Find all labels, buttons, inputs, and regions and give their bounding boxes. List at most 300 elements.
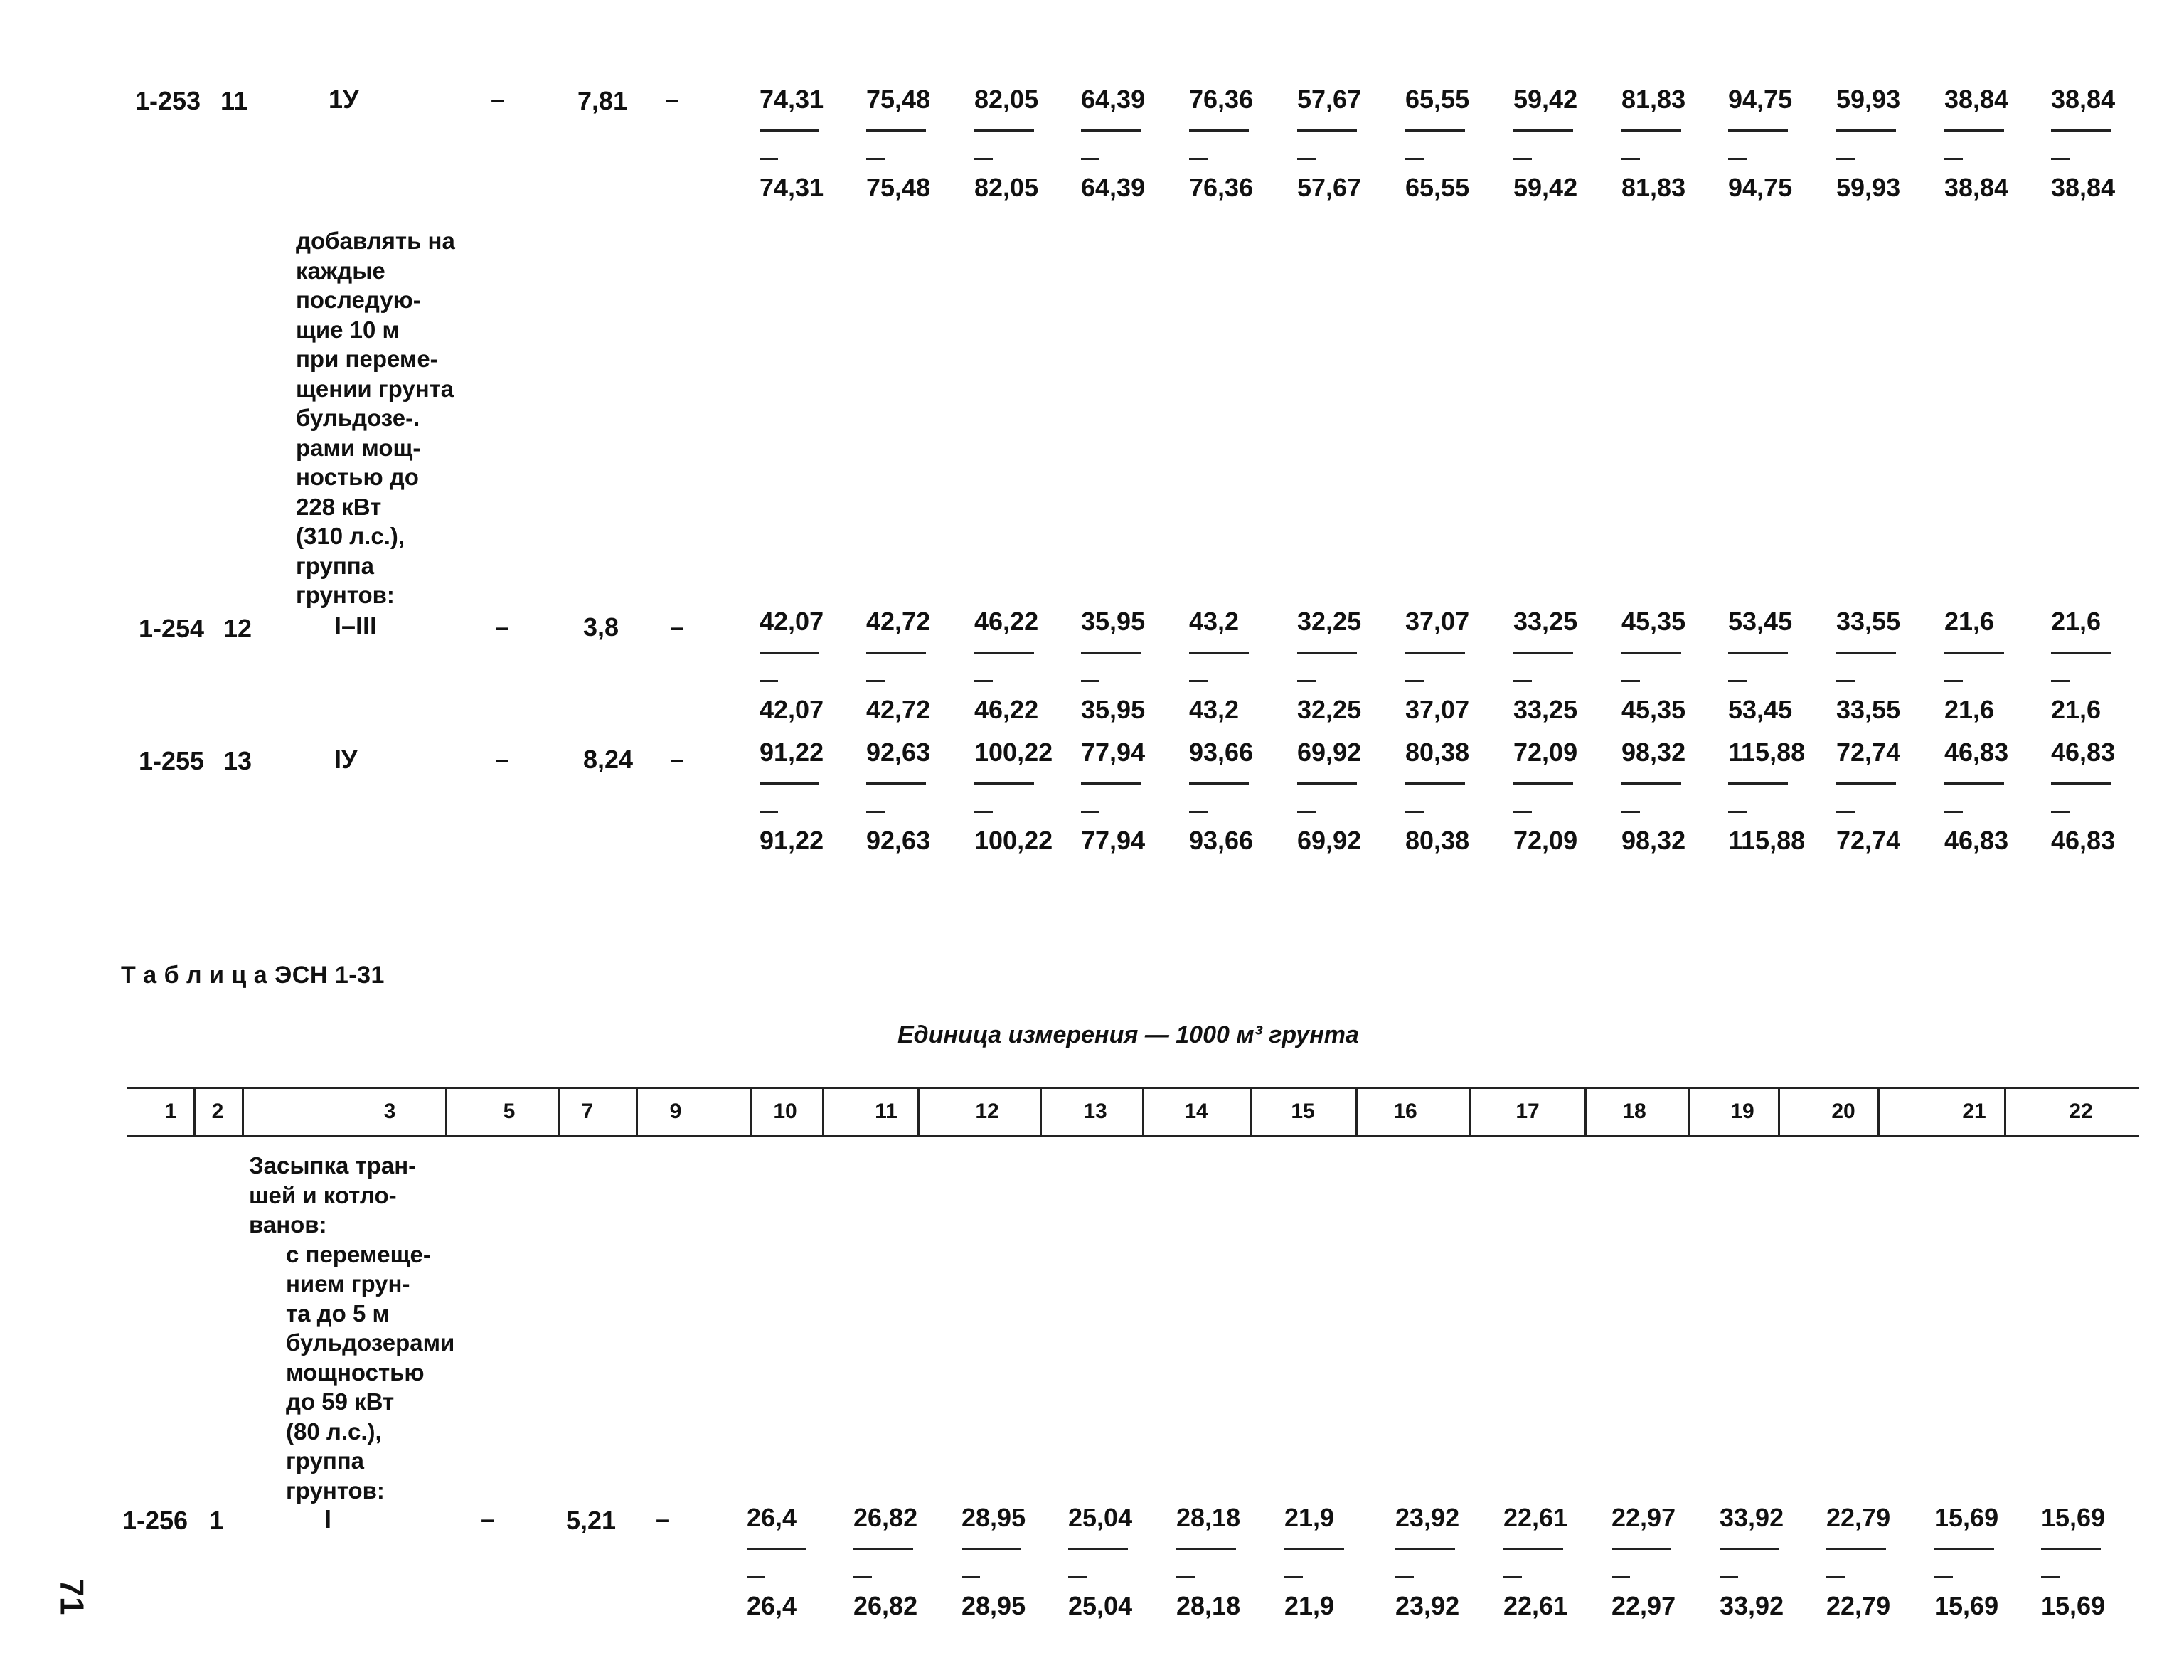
- value-numerator: 33,92: [1720, 1503, 1784, 1532]
- header-cell: 16: [1393, 1100, 1417, 1123]
- value-numerator: 15,69: [1934, 1503, 1999, 1532]
- value-denominator: 42,72: [866, 695, 931, 724]
- value-numerator: 15,69: [2041, 1503, 2106, 1532]
- fraction-bar-tail: [866, 158, 885, 160]
- fraction-bar: [1081, 129, 1141, 132]
- table-caption: Т а б л и ц а ЭСН 1-31: [121, 962, 385, 989]
- fraction-bar: [1081, 652, 1141, 654]
- value-numerator: 28,18: [1176, 1503, 1241, 1532]
- fraction-bar: [974, 652, 1034, 654]
- fraction-bar-tail: [1836, 811, 1855, 813]
- fraction-bar: [1189, 782, 1249, 785]
- value-numerator: 22,61: [1503, 1503, 1568, 1532]
- fraction-bar: [1503, 1548, 1563, 1550]
- fraction-bar: [760, 129, 819, 132]
- description-line: ностью до: [296, 464, 419, 490]
- value-numerator: 53,45: [1728, 607, 1793, 636]
- page-number: 71: [53, 1578, 91, 1615]
- description-line: грунтов:: [286, 1477, 385, 1504]
- value-denominator: 91,22: [760, 826, 824, 855]
- description-line: Засыпка тран-: [249, 1152, 417, 1179]
- value-denominator: 98,32: [1621, 826, 1686, 855]
- fraction-bar-tail: [974, 680, 993, 682]
- col-7-value: 8,24: [583, 745, 634, 774]
- header-cell: 9: [669, 1100, 682, 1123]
- fraction-bar-tail: [1405, 680, 1424, 682]
- value-denominator: 46,22: [974, 695, 1039, 724]
- value-numerator: 46,22: [974, 607, 1039, 636]
- fraction-bar-tail: [1284, 1576, 1303, 1578]
- fraction-bar-tail: [1503, 1576, 1522, 1578]
- value-numerator: 115,88: [1728, 738, 1806, 767]
- soil-group: I: [324, 1504, 332, 1533]
- header-divider: [1688, 1088, 1690, 1137]
- unit-of-measure: Единица измерения — 1000 м³ грунта: [897, 1021, 1359, 1048]
- value-denominator: 77,94: [1081, 826, 1146, 855]
- fraction-bar: [866, 652, 926, 654]
- value-numerator: 93,66: [1189, 738, 1254, 767]
- fraction-bar: [1284, 1548, 1344, 1550]
- header-divider: [1250, 1088, 1252, 1137]
- description-line: мощностью: [286, 1359, 425, 1386]
- fraction-bar-tail: [1944, 680, 1963, 682]
- fraction-bar-tail: [1944, 811, 1963, 813]
- row-number: 1: [209, 1506, 224, 1535]
- fraction-bar-tail: [1297, 811, 1316, 813]
- soil-group: IУ: [334, 745, 358, 774]
- value-denominator: 74,31: [760, 173, 824, 202]
- header-cell: 10: [773, 1100, 797, 1123]
- value-denominator: 43,2: [1189, 695, 1240, 724]
- fraction-bar: [1405, 129, 1465, 132]
- fraction-bar-tail: [1081, 158, 1099, 160]
- fraction-bar-tail: [1826, 1576, 1845, 1578]
- fraction-bar-tail: [1405, 158, 1424, 160]
- fraction-bar-tail: [1720, 1576, 1738, 1578]
- fraction-bar-tail: [2051, 680, 2070, 682]
- header-divider: [445, 1088, 447, 1137]
- fraction-bar-tail: [1728, 680, 1747, 682]
- value-denominator: 35,95: [1081, 695, 1146, 724]
- fraction-bar: [1836, 652, 1896, 654]
- fraction-bar-tail: [1405, 811, 1424, 813]
- fraction-bar-tail: [962, 1576, 980, 1578]
- header-divider: [750, 1088, 752, 1137]
- fraction-bar: [1513, 782, 1573, 785]
- value-denominator: 42,07: [760, 695, 824, 724]
- header-top-rule: [127, 1087, 2139, 1089]
- header-cell: 2: [211, 1100, 224, 1123]
- row-number: 11: [220, 86, 248, 115]
- header-cell: 18: [1622, 1100, 1646, 1123]
- fraction-bar-tail: [853, 1576, 872, 1578]
- value-numerator: 26,82: [853, 1503, 918, 1532]
- fraction-bar-tail: [1621, 158, 1640, 160]
- header-divider: [636, 1088, 638, 1137]
- fraction-bar: [1297, 129, 1357, 132]
- value-denominator: 75,48: [866, 173, 931, 202]
- fraction-bar: [1513, 652, 1573, 654]
- description-line: та до 5 м: [286, 1299, 390, 1327]
- work-description: [249, 1151, 454, 1505]
- value-denominator: 38,84: [1944, 173, 2009, 202]
- value-numerator: 72,09: [1513, 738, 1578, 767]
- header-cell: 21: [1962, 1100, 1986, 1123]
- header-cell: 14: [1184, 1100, 1208, 1123]
- value-numerator: 65,55: [1405, 85, 1470, 114]
- fraction-bar: [1720, 1548, 1779, 1550]
- header-divider: [1469, 1088, 1471, 1137]
- value-denominator: 32,25: [1297, 695, 1362, 724]
- value-numerator: 45,35: [1621, 607, 1686, 636]
- description-line: бульдозерами: [286, 1329, 455, 1356]
- value-denominator: 37,07: [1405, 695, 1470, 724]
- value-numerator: 76,36: [1189, 85, 1254, 114]
- value-numerator: 80,38: [1405, 738, 1470, 767]
- fraction-bar-tail: [866, 811, 885, 813]
- fraction-bar-tail: [1189, 811, 1208, 813]
- value-denominator: 26,4: [747, 1591, 797, 1620]
- fraction-bar: [1826, 1548, 1886, 1550]
- fraction-bar: [1944, 782, 2004, 785]
- value-denominator: 15,69: [2041, 1591, 2106, 1620]
- value-denominator: 64,39: [1081, 173, 1146, 202]
- value-numerator: 35,95: [1081, 607, 1146, 636]
- value-denominator: 33,25: [1513, 695, 1578, 724]
- value-numerator: 91,22: [760, 738, 824, 767]
- fraction-bar: [1068, 1548, 1128, 1550]
- value-denominator: 22,97: [1612, 1591, 1676, 1620]
- header-divider: [242, 1088, 244, 1137]
- fraction-bar-tail: [2041, 1576, 2060, 1578]
- header-divider: [193, 1088, 196, 1137]
- description-line: ванов:: [249, 1211, 327, 1238]
- description-line: 228 кВт: [296, 493, 382, 520]
- fraction-bar: [1944, 652, 2004, 654]
- col-7-value: 7,81: [577, 86, 628, 115]
- soil-group: 1У: [329, 85, 359, 114]
- fraction-bar-tail: [1068, 1576, 1087, 1578]
- fraction-bar-tail: [1621, 680, 1640, 682]
- value-numerator: 59,93: [1836, 85, 1901, 114]
- value-numerator: 21,6: [1944, 607, 1995, 636]
- value-denominator: 59,42: [1513, 173, 1578, 202]
- value-denominator: 72,09: [1513, 826, 1578, 855]
- fraction-bar: [1621, 782, 1681, 785]
- fraction-bar-tail: [1081, 680, 1099, 682]
- header-cell: 19: [1730, 1100, 1754, 1123]
- value-denominator: 33,55: [1836, 695, 1901, 724]
- value-numerator: 32,25: [1297, 607, 1362, 636]
- fraction-bar: [866, 782, 926, 785]
- header-cell: 3: [383, 1100, 396, 1123]
- fraction-bar-tail: [1621, 811, 1640, 813]
- header-cell: 5: [503, 1100, 516, 1123]
- value-numerator: 23,92: [1395, 1503, 1460, 1532]
- value-denominator: 69,92: [1297, 826, 1362, 855]
- header-cell: 7: [581, 1100, 594, 1123]
- row-code: 1-255: [139, 746, 205, 775]
- fraction-bar: [1621, 129, 1681, 132]
- value-denominator: 21,6: [1944, 695, 1995, 724]
- fraction-bar-tail: [1395, 1576, 1414, 1578]
- fraction-bar: [1081, 782, 1141, 785]
- value-numerator: 81,83: [1621, 85, 1686, 114]
- value-numerator: 37,07: [1405, 607, 1470, 636]
- description-line: группа: [296, 552, 375, 579]
- value-numerator: 22,97: [1612, 1503, 1676, 1532]
- value-denominator: 15,69: [1934, 1591, 1999, 1620]
- header-cell: 1: [164, 1100, 177, 1123]
- header-divider: [1778, 1088, 1780, 1137]
- description-line: последую-: [296, 287, 421, 313]
- fraction-bar-tail: [866, 680, 885, 682]
- fraction-bar-tail: [760, 680, 778, 682]
- fraction-bar: [1836, 782, 1896, 785]
- value-denominator: 38,84: [2051, 173, 2116, 202]
- fraction-bar-tail: [1513, 680, 1532, 682]
- header-divider: [917, 1088, 920, 1137]
- row-code: 1-254: [139, 614, 205, 643]
- fraction-bar: [760, 782, 819, 785]
- description-line: рами мощ-: [296, 434, 421, 461]
- fraction-bar-tail: [1728, 811, 1747, 813]
- row-code: 1-256: [122, 1506, 188, 1535]
- value-denominator: 93,66: [1189, 826, 1254, 855]
- value-denominator: 81,83: [1621, 173, 1686, 202]
- description-line: группа: [286, 1447, 365, 1474]
- fraction-bar: [2041, 1548, 2101, 1550]
- fraction-bar: [1728, 129, 1788, 132]
- value-numerator: 22,79: [1826, 1503, 1891, 1532]
- value-numerator: 38,84: [2051, 85, 2116, 114]
- fraction-bar-tail: [1513, 811, 1532, 813]
- col-5-value: –: [491, 85, 506, 114]
- fraction-bar-tail: [1944, 158, 1963, 160]
- value-numerator: 42,72: [866, 607, 931, 636]
- fraction-bar-tail: [974, 811, 993, 813]
- header-divider: [1142, 1088, 1144, 1137]
- fraction-bar: [1297, 652, 1357, 654]
- description-line: при переме-: [296, 346, 438, 372]
- value-denominator: 72,74: [1836, 826, 1901, 855]
- fraction-bar-tail: [1081, 811, 1099, 813]
- header-divider: [1584, 1088, 1587, 1137]
- fraction-bar-tail: [1612, 1576, 1630, 1578]
- fraction-bar-tail: [1836, 158, 1855, 160]
- fraction-bar: [1176, 1548, 1236, 1550]
- value-numerator: 72,74: [1836, 738, 1901, 767]
- header-divider: [822, 1088, 824, 1137]
- value-denominator: 46,83: [2051, 826, 2116, 855]
- value-numerator: 46,83: [2051, 738, 2116, 767]
- col-9-value: –: [670, 745, 685, 774]
- col-7-value: 3,8: [583, 612, 619, 642]
- value-numerator: 21,6: [2051, 607, 2102, 636]
- value-numerator: 92,63: [866, 738, 931, 767]
- value-numerator: 100,22: [974, 738, 1053, 767]
- header-bottom-rule: [127, 1135, 2139, 1137]
- value-numerator: 38,84: [1944, 85, 2009, 114]
- fraction-bar: [1189, 129, 1249, 132]
- description-line: шей и котло-: [249, 1181, 397, 1208]
- description-line: щении грунта: [296, 375, 454, 402]
- fraction-bar-tail: [974, 158, 993, 160]
- fraction-bar: [1621, 652, 1681, 654]
- value-denominator: 53,45: [1728, 695, 1793, 724]
- value-numerator: 28,95: [962, 1503, 1026, 1532]
- fraction-bar-tail: [1728, 158, 1747, 160]
- work-description: [296, 226, 455, 610]
- value-denominator: 22,79: [1826, 1591, 1891, 1620]
- value-numerator: 98,32: [1621, 738, 1686, 767]
- fraction-bar: [1405, 652, 1465, 654]
- value-denominator: 94,75: [1728, 173, 1793, 202]
- header-divider: [558, 1088, 560, 1137]
- value-denominator: 21,6: [2051, 695, 2102, 724]
- value-numerator: 25,04: [1068, 1503, 1133, 1532]
- header-divider: [1877, 1088, 1880, 1137]
- value-denominator: 100,22: [974, 826, 1053, 855]
- col-7-value: 5,21: [566, 1506, 617, 1535]
- header-cell: 15: [1291, 1100, 1315, 1123]
- value-denominator: 21,9: [1284, 1591, 1335, 1620]
- value-numerator: 59,42: [1513, 85, 1578, 114]
- fraction-bar-tail: [1836, 680, 1855, 682]
- header-cell: 13: [1083, 1100, 1107, 1123]
- value-denominator: 115,88: [1728, 826, 1806, 855]
- fraction-bar: [1297, 782, 1357, 785]
- description-line: с перемеще-: [286, 1240, 431, 1267]
- value-numerator: 69,92: [1297, 738, 1362, 767]
- value-denominator: 80,38: [1405, 826, 1470, 855]
- fraction-bar: [1189, 652, 1249, 654]
- header-cell: 17: [1516, 1100, 1540, 1123]
- fraction-bar-tail: [760, 811, 778, 813]
- fraction-bar: [1944, 129, 2004, 132]
- fraction-bar: [2051, 129, 2111, 132]
- description-line: добавлять на: [296, 228, 455, 254]
- col-5-value: –: [481, 1504, 496, 1533]
- value-denominator: 82,05: [974, 173, 1039, 202]
- value-denominator: 59,93: [1836, 173, 1901, 202]
- fraction-bar: [2051, 782, 2111, 785]
- fraction-bar-tail: [2051, 158, 2070, 160]
- value-numerator: 77,94: [1081, 738, 1146, 767]
- description-line: нием грун-: [286, 1270, 410, 1297]
- col-9-value: –: [656, 1504, 671, 1533]
- value-numerator: 33,55: [1836, 607, 1901, 636]
- description-line: бульдозе-.: [296, 405, 420, 431]
- description-line: до 59 кВт: [286, 1388, 395, 1415]
- fraction-bar-tail: [1189, 158, 1208, 160]
- fraction-bar-tail: [1176, 1576, 1195, 1578]
- row-number: 13: [223, 746, 252, 775]
- value-denominator: 45,35: [1621, 695, 1686, 724]
- value-denominator: 76,36: [1189, 173, 1254, 202]
- value-numerator: 82,05: [974, 85, 1039, 114]
- value-denominator: 25,04: [1068, 1591, 1133, 1620]
- col-9-value: –: [670, 612, 685, 642]
- value-numerator: 26,4: [747, 1503, 797, 1532]
- row-code: 1-253: [135, 86, 201, 115]
- fraction-bar-tail: [747, 1576, 765, 1578]
- soil-group: I–III: [334, 611, 378, 640]
- fraction-bar: [974, 782, 1034, 785]
- description-line: щие 10 м: [296, 316, 400, 343]
- value-numerator: 74,31: [760, 85, 824, 114]
- header-divider: [1040, 1088, 1042, 1137]
- value-denominator: 28,95: [962, 1591, 1026, 1620]
- value-denominator: 23,92: [1395, 1591, 1460, 1620]
- col-5-value: –: [495, 612, 510, 642]
- value-denominator: 65,55: [1405, 173, 1470, 202]
- fraction-bar-tail: [2051, 811, 2070, 813]
- row-number: 12: [223, 614, 252, 643]
- fraction-bar: [1513, 129, 1573, 132]
- fraction-bar: [760, 652, 819, 654]
- fraction-bar-tail: [1297, 158, 1316, 160]
- description-line: (80 л.с.),: [286, 1418, 382, 1445]
- header-cell: 11: [875, 1100, 897, 1123]
- col-9-value: –: [665, 85, 680, 114]
- header-cell: 12: [975, 1100, 999, 1123]
- fraction-bar-tail: [1189, 680, 1208, 682]
- fraction-bar: [1836, 129, 1896, 132]
- fraction-bar: [747, 1548, 806, 1550]
- value-numerator: 33,25: [1513, 607, 1578, 636]
- value-denominator: 57,67: [1297, 173, 1362, 202]
- fraction-bar: [1728, 652, 1788, 654]
- col-5-value: –: [495, 745, 510, 774]
- fraction-bar-tail: [1297, 680, 1316, 682]
- fraction-bar: [1405, 782, 1465, 785]
- fraction-bar-tail: [1934, 1576, 1953, 1578]
- fraction-bar: [962, 1548, 1021, 1550]
- value-numerator: 46,83: [1944, 738, 2009, 767]
- header-cell: 22: [2069, 1100, 2093, 1123]
- fraction-bar: [1612, 1548, 1671, 1550]
- value-numerator: 94,75: [1728, 85, 1793, 114]
- fraction-bar: [1395, 1548, 1455, 1550]
- value-denominator: 46,83: [1944, 826, 2009, 855]
- value-denominator: 33,92: [1720, 1591, 1784, 1620]
- header-cell: 20: [1831, 1100, 1855, 1123]
- value-denominator: 28,18: [1176, 1591, 1241, 1620]
- fraction-bar-tail: [1513, 158, 1532, 160]
- value-denominator: 92,63: [866, 826, 931, 855]
- description-line: (310 л.с.),: [296, 523, 405, 549]
- fraction-bar: [853, 1548, 913, 1550]
- fraction-bar-tail: [760, 158, 778, 160]
- fraction-bar: [1728, 782, 1788, 785]
- value-numerator: 21,9: [1284, 1503, 1335, 1532]
- value-denominator: 22,61: [1503, 1591, 1568, 1620]
- fraction-bar: [974, 129, 1034, 132]
- value-numerator: 64,39: [1081, 85, 1146, 114]
- header-divider: [1355, 1088, 1358, 1137]
- value-denominator: 26,82: [853, 1591, 918, 1620]
- fraction-bar: [866, 129, 926, 132]
- value-numerator: 75,48: [866, 85, 931, 114]
- header-divider: [2004, 1088, 2006, 1137]
- fraction-bar: [1934, 1548, 1994, 1550]
- value-numerator: 42,07: [760, 607, 824, 636]
- fraction-bar: [2051, 652, 2111, 654]
- description-line: каждые: [296, 257, 385, 284]
- description-line: грунтов:: [296, 582, 395, 608]
- value-numerator: 57,67: [1297, 85, 1362, 114]
